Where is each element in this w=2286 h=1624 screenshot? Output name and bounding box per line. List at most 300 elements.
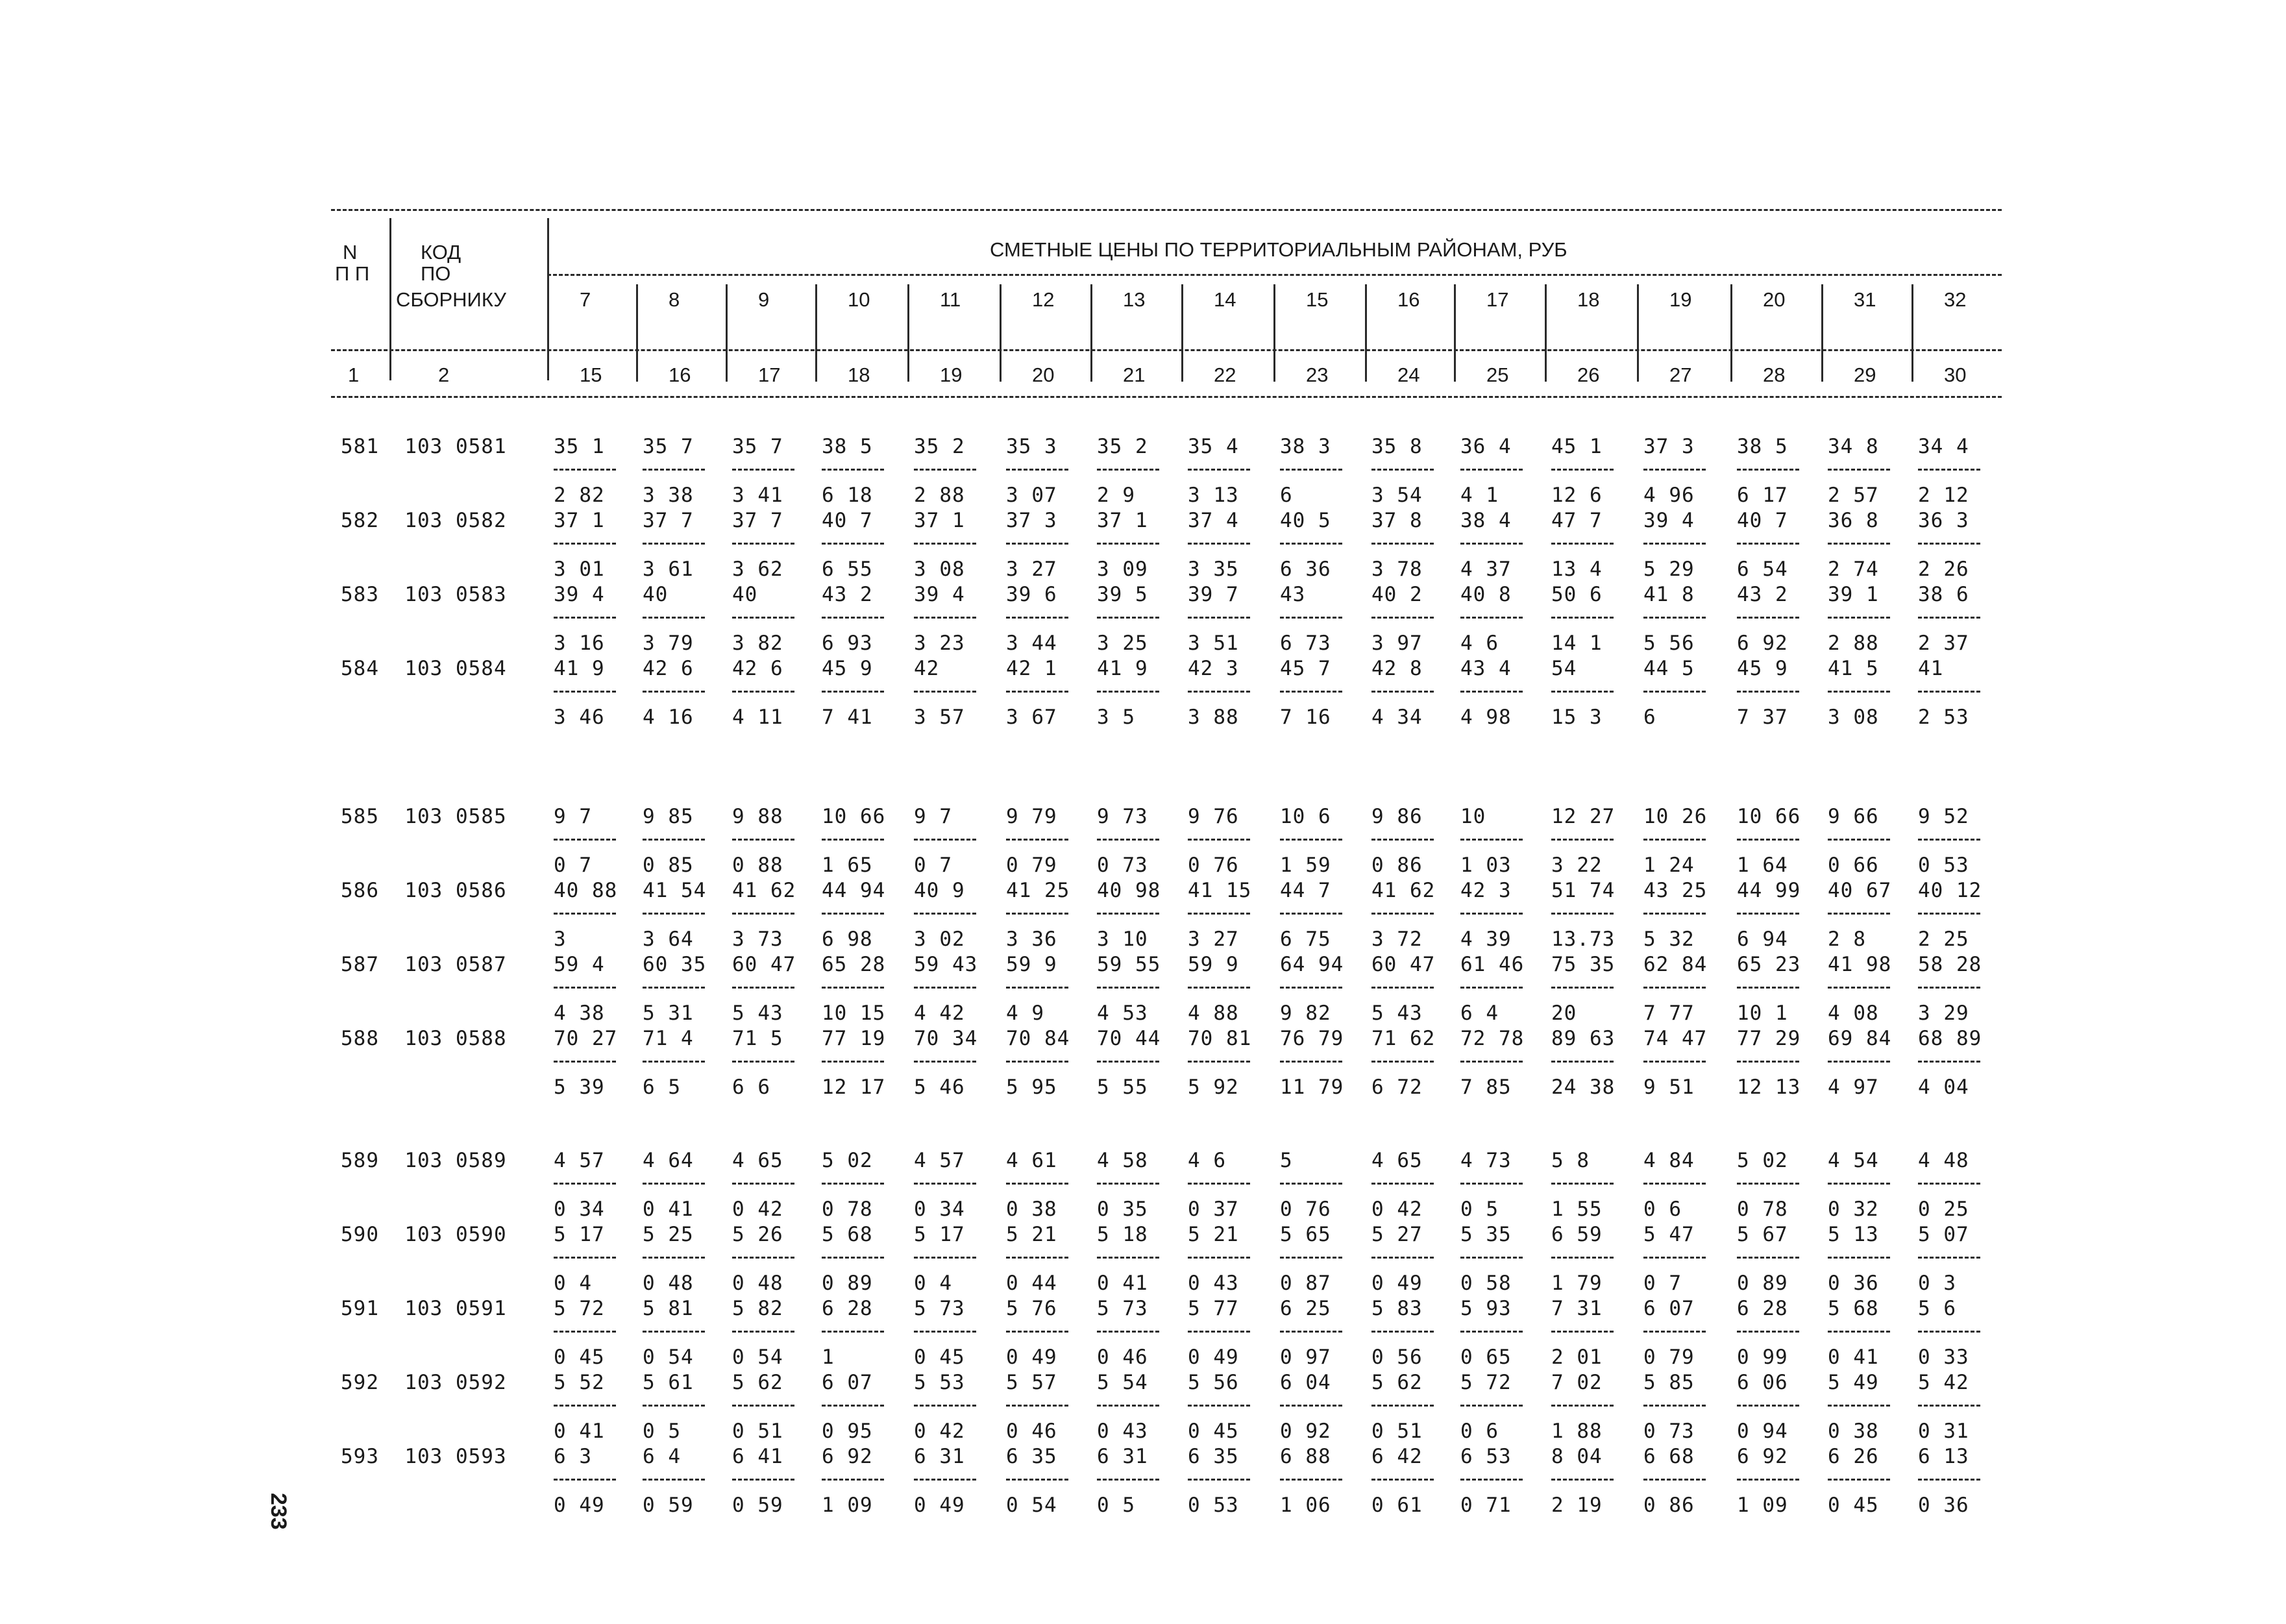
fraction-rule bbox=[1097, 1183, 1159, 1185]
fraction-rule bbox=[643, 691, 705, 693]
price-component: 2 74 bbox=[1828, 558, 1879, 581]
price-total: 40 8 bbox=[1460, 583, 1512, 606]
fraction-rule bbox=[554, 839, 616, 841]
price-component: 5 46 bbox=[914, 1076, 965, 1099]
region-header: 8 bbox=[669, 288, 680, 311]
fraction-rule bbox=[554, 1405, 616, 1407]
price-total: 5 73 bbox=[1097, 1297, 1148, 1320]
header-bottom-rule bbox=[331, 396, 2002, 398]
fraction-rule bbox=[1643, 617, 1706, 619]
fraction-rule bbox=[1371, 1257, 1434, 1259]
price-component: 3 97 bbox=[1371, 632, 1423, 655]
price-component: 6 36 bbox=[1280, 558, 1331, 581]
fraction-rule bbox=[822, 1061, 884, 1063]
fraction-rule bbox=[1918, 617, 1980, 619]
row-code: 103 0588 bbox=[404, 1027, 507, 1050]
price-total: 36 4 bbox=[1460, 435, 1512, 458]
fraction-rule bbox=[1371, 543, 1434, 545]
fraction-rule bbox=[1643, 1257, 1706, 1259]
price-component: 0 41 bbox=[643, 1198, 694, 1221]
price-component: 2 12 bbox=[1918, 484, 1969, 507]
price-total: 5 42 bbox=[1918, 1371, 1969, 1394]
fraction-rule bbox=[1280, 691, 1342, 693]
price-component: 0 54 bbox=[1006, 1494, 1057, 1517]
fraction-rule bbox=[643, 913, 705, 915]
fraction-rule bbox=[1828, 691, 1890, 693]
fraction-rule bbox=[1551, 1257, 1614, 1259]
price-total: 40 7 bbox=[1737, 509, 1788, 532]
price-total: 65 23 bbox=[1737, 953, 1801, 976]
price-total: 71 62 bbox=[1371, 1027, 1436, 1050]
price-component: 12 17 bbox=[822, 1076, 886, 1099]
price-total: 4 61 bbox=[1006, 1149, 1057, 1172]
fraction-rule bbox=[1918, 469, 1980, 471]
price-total: 41 54 bbox=[643, 879, 707, 902]
price-component: 0 51 bbox=[1371, 1420, 1423, 1443]
price-total: 50 6 bbox=[1551, 583, 1603, 606]
price-component: 4 11 bbox=[732, 706, 783, 729]
price-component: 3 02 bbox=[914, 928, 965, 951]
price-total: 59 9 bbox=[1006, 953, 1057, 976]
price-total: 9 79 bbox=[1006, 805, 1057, 828]
region-index: 18 bbox=[848, 363, 870, 386]
price-component: 12 6 bbox=[1551, 484, 1603, 507]
price-total: 65 28 bbox=[822, 953, 886, 976]
fraction-rule bbox=[1280, 469, 1342, 471]
price-component: 24 38 bbox=[1551, 1076, 1616, 1099]
price-component: 0 41 bbox=[1828, 1346, 1879, 1369]
price-total: 5 65 bbox=[1280, 1223, 1331, 1246]
price-total: 39 6 bbox=[1006, 583, 1057, 606]
price-component: 2 88 bbox=[914, 484, 965, 507]
price-component: 0 45 bbox=[1188, 1420, 1239, 1443]
header-top-rule bbox=[331, 209, 2002, 211]
price-component: 4 04 bbox=[1918, 1076, 1969, 1099]
price-total: 60 35 bbox=[643, 953, 707, 976]
price-component: 6 17 bbox=[1737, 484, 1788, 507]
fraction-rule bbox=[1188, 1479, 1250, 1481]
price-component: 0 43 bbox=[1097, 1420, 1148, 1443]
price-total: 8 04 bbox=[1551, 1445, 1603, 1468]
price-component: 1 64 bbox=[1737, 854, 1788, 877]
row-code: 103 0590 bbox=[404, 1223, 507, 1246]
price-component: 3 64 bbox=[643, 928, 694, 951]
fraction-rule bbox=[1828, 543, 1890, 545]
fraction-rule bbox=[1918, 691, 1980, 693]
fraction-rule bbox=[1737, 1479, 1799, 1481]
price-component: 0 45 bbox=[914, 1346, 965, 1369]
row-code: 103 0585 bbox=[404, 805, 507, 828]
fraction-rule bbox=[1828, 839, 1890, 841]
fraction-rule bbox=[914, 1479, 976, 1481]
price-total: 42 bbox=[914, 657, 940, 680]
row-number: 588 bbox=[341, 1027, 379, 1050]
price-total: 4 58 bbox=[1097, 1149, 1148, 1172]
row-number: 583 bbox=[341, 583, 379, 606]
fraction-rule bbox=[1097, 469, 1159, 471]
fraction-rule bbox=[1918, 913, 1980, 915]
price-total: 6 31 bbox=[1097, 1445, 1148, 1468]
price-total: 5 21 bbox=[1006, 1223, 1057, 1246]
price-component: 4 6 bbox=[1460, 632, 1499, 655]
fraction-rule bbox=[1006, 913, 1068, 915]
price-total: 59 4 bbox=[554, 953, 605, 976]
price-component: 0 71 bbox=[1460, 1494, 1512, 1517]
price-component: 2 88 bbox=[1828, 632, 1879, 655]
price-component: 3 61 bbox=[643, 558, 694, 581]
price-component: 5 29 bbox=[1643, 558, 1695, 581]
fraction-rule bbox=[643, 543, 705, 545]
price-total: 42 8 bbox=[1371, 657, 1423, 680]
price-component: 10 15 bbox=[822, 1002, 886, 1025]
fraction-rule bbox=[1371, 1331, 1434, 1333]
price-total: 38 5 bbox=[1737, 435, 1788, 458]
price-total: 37 1 bbox=[554, 509, 605, 532]
region-header: 7 bbox=[580, 288, 591, 311]
region-divider bbox=[1365, 284, 1367, 382]
price-component: 3 57 bbox=[914, 706, 965, 729]
region-index: 15 bbox=[580, 363, 602, 386]
row-code: 103 0591 bbox=[404, 1297, 507, 1320]
fraction-rule bbox=[914, 543, 976, 545]
price-component: 0 4 bbox=[554, 1272, 592, 1295]
fraction-rule bbox=[1188, 1061, 1250, 1063]
fraction-rule bbox=[1371, 1405, 1434, 1407]
price-total: 9 7 bbox=[914, 805, 952, 828]
fraction-rule bbox=[1737, 691, 1799, 693]
price-total: 59 43 bbox=[914, 953, 978, 976]
price-total: 6 31 bbox=[914, 1445, 965, 1468]
region-header: 18 bbox=[1577, 288, 1600, 311]
fraction-rule bbox=[1097, 987, 1159, 989]
price-total: 41 9 bbox=[1097, 657, 1148, 680]
region-header: 19 bbox=[1669, 288, 1692, 311]
fraction-rule bbox=[554, 691, 616, 693]
region-header: 32 bbox=[1944, 288, 1967, 311]
fraction-rule bbox=[914, 1331, 976, 1333]
price-total: 41 25 bbox=[1006, 879, 1070, 902]
price-total: 42 3 bbox=[1188, 657, 1239, 680]
price-component: 6 75 bbox=[1280, 928, 1331, 951]
price-total: 4 54 bbox=[1828, 1149, 1879, 1172]
fraction-rule bbox=[643, 1331, 705, 1333]
fraction-rule bbox=[1097, 913, 1159, 915]
fraction-rule bbox=[1188, 1331, 1250, 1333]
price-component: 1 09 bbox=[822, 1494, 873, 1517]
fraction-rule bbox=[914, 469, 976, 471]
price-total: 38 6 bbox=[1918, 583, 1969, 606]
region-divider bbox=[1181, 284, 1183, 382]
price-total: 35 8 bbox=[1371, 435, 1423, 458]
price-total: 39 1 bbox=[1828, 583, 1879, 606]
fraction-rule bbox=[1918, 1257, 1980, 1259]
fraction-rule bbox=[1828, 987, 1890, 989]
fraction-rule bbox=[1460, 1479, 1523, 1481]
price-total: 10 6 bbox=[1280, 805, 1331, 828]
fraction-rule bbox=[1737, 1331, 1799, 1333]
price-component: 3 25 bbox=[1097, 632, 1148, 655]
fraction-rule bbox=[1643, 469, 1706, 471]
region-index: 25 bbox=[1486, 363, 1509, 386]
fraction-rule bbox=[1188, 987, 1250, 989]
fraction-rule bbox=[1918, 1061, 1980, 1063]
price-total: 38 5 bbox=[822, 435, 873, 458]
fraction-rule bbox=[1551, 913, 1614, 915]
fraction-rule bbox=[1460, 617, 1523, 619]
price-total: 5 62 bbox=[1371, 1371, 1423, 1394]
fraction-rule bbox=[1280, 839, 1342, 841]
price-component: 0 86 bbox=[1371, 854, 1423, 877]
price-total: 77 29 bbox=[1737, 1027, 1801, 1050]
price-total: 70 34 bbox=[914, 1027, 978, 1050]
fraction-rule bbox=[1006, 543, 1068, 545]
price-total: 41 15 bbox=[1188, 879, 1252, 902]
fraction-rule bbox=[1460, 469, 1523, 471]
price-component: 0 34 bbox=[554, 1198, 605, 1221]
fraction-rule bbox=[822, 691, 884, 693]
price-total: 9 86 bbox=[1371, 805, 1423, 828]
fraction-rule bbox=[1643, 691, 1706, 693]
region-header: 14 bbox=[1214, 288, 1236, 311]
price-total: 12 27 bbox=[1551, 805, 1616, 828]
fraction-rule bbox=[1188, 839, 1250, 841]
fraction-rule bbox=[914, 691, 976, 693]
price-total: 89 63 bbox=[1551, 1027, 1616, 1050]
price-total: 5 13 bbox=[1828, 1223, 1879, 1246]
fraction-rule bbox=[1097, 1257, 1159, 1259]
fraction-rule bbox=[1371, 1183, 1434, 1185]
fraction-rule bbox=[1828, 913, 1890, 915]
fraction-rule bbox=[822, 1479, 884, 1481]
fraction-rule bbox=[1737, 1061, 1799, 1063]
region-header: 13 bbox=[1123, 288, 1146, 311]
row-id bbox=[341, 805, 507, 828]
price-component: 4 1 bbox=[1460, 484, 1499, 507]
price-total: 5 27 bbox=[1371, 1223, 1423, 1246]
price-component: 0 38 bbox=[1006, 1198, 1057, 1221]
region-divider bbox=[907, 284, 909, 382]
fraction-rule bbox=[1643, 839, 1706, 841]
fraction-rule bbox=[1371, 1061, 1434, 1063]
price-total: 51 74 bbox=[1551, 879, 1616, 902]
price-component: 5 55 bbox=[1097, 1076, 1148, 1099]
region-divider bbox=[636, 284, 638, 382]
price-component: 13.73 bbox=[1551, 928, 1616, 951]
fraction-rule bbox=[1006, 469, 1068, 471]
price-total: 5 62 bbox=[732, 1371, 783, 1394]
fraction-rule bbox=[1460, 1257, 1523, 1259]
price-component: 3 23 bbox=[914, 632, 965, 655]
fraction-rule bbox=[732, 913, 794, 915]
price-total: 35 1 bbox=[554, 435, 605, 458]
index-col-1: 1 bbox=[348, 363, 360, 386]
price-component: 3 73 bbox=[732, 928, 783, 951]
price-component: 5 56 bbox=[1643, 632, 1695, 655]
price-component: 3 13 bbox=[1188, 484, 1239, 507]
price-total: 41 9 bbox=[554, 657, 605, 680]
price-component: 0 46 bbox=[1097, 1346, 1148, 1369]
price-component: 4 9 bbox=[1006, 1002, 1044, 1025]
fraction-rule bbox=[1188, 617, 1250, 619]
price-component: 1 59 bbox=[1280, 854, 1331, 877]
fraction-rule bbox=[554, 987, 616, 989]
price-total: 39 4 bbox=[1643, 509, 1695, 532]
fraction-rule bbox=[1006, 1183, 1068, 1185]
price-component: 0 49 bbox=[554, 1494, 605, 1517]
price-total: 40 98 bbox=[1097, 879, 1161, 902]
region-header: 15 bbox=[1306, 288, 1329, 311]
fraction-rule bbox=[1828, 1331, 1890, 1333]
fraction-rule bbox=[1737, 469, 1799, 471]
price-component: 0 49 bbox=[914, 1494, 965, 1517]
price-total: 37 7 bbox=[732, 509, 783, 532]
fraction-rule bbox=[643, 469, 705, 471]
col-po-label: ПО bbox=[421, 262, 451, 285]
fraction-rule bbox=[1280, 913, 1342, 915]
price-component: 0 53 bbox=[1188, 1494, 1239, 1517]
region-divider bbox=[1730, 284, 1732, 382]
fraction-rule bbox=[732, 543, 794, 545]
price-component: 6 93 bbox=[822, 632, 873, 655]
price-total: 45 9 bbox=[1737, 657, 1788, 680]
region-index: 17 bbox=[758, 363, 781, 386]
price-total: 68 89 bbox=[1918, 1027, 1982, 1050]
price-total: 5 77 bbox=[1188, 1297, 1239, 1320]
price-total: 5 17 bbox=[554, 1223, 605, 1246]
price-total: 43 2 bbox=[1737, 583, 1788, 606]
row-code: 103 0589 bbox=[404, 1149, 507, 1172]
price-total: 54 bbox=[1551, 657, 1577, 680]
price-component: 9 82 bbox=[1280, 1002, 1331, 1025]
price-total: 71 5 bbox=[732, 1027, 783, 1050]
region-divider bbox=[815, 284, 817, 382]
price-component: 20 bbox=[1551, 1002, 1577, 1025]
row-id bbox=[341, 1223, 507, 1246]
price-component: 0 66 bbox=[1828, 854, 1879, 877]
fraction-rule bbox=[1643, 1061, 1706, 1063]
price-total: 36 8 bbox=[1828, 509, 1879, 532]
price-total: 5 82 bbox=[732, 1297, 783, 1320]
price-total: 36 3 bbox=[1918, 509, 1969, 532]
price-total: 35 2 bbox=[1097, 435, 1148, 458]
fraction-rule bbox=[1460, 913, 1523, 915]
fraction-rule bbox=[554, 617, 616, 619]
price-total: 42 6 bbox=[732, 657, 783, 680]
fraction-rule bbox=[822, 543, 884, 545]
price-component: 3 62 bbox=[732, 558, 783, 581]
fraction-rule bbox=[822, 839, 884, 841]
price-total: 5 68 bbox=[1828, 1297, 1879, 1320]
price-total: 5 6 bbox=[1918, 1297, 1956, 1320]
fraction-rule bbox=[1006, 691, 1068, 693]
price-component: 3 41 bbox=[732, 484, 783, 507]
fraction-rule bbox=[914, 1257, 976, 1259]
price-component: 0 49 bbox=[1006, 1346, 1057, 1369]
fraction-rule bbox=[1188, 691, 1250, 693]
price-component: 1 55 bbox=[1551, 1198, 1603, 1221]
fraction-rule bbox=[1918, 839, 1980, 841]
fraction-rule bbox=[1551, 1061, 1614, 1063]
region-header: 17 bbox=[1486, 288, 1509, 311]
header-mid-rule bbox=[331, 349, 2002, 351]
fraction-rule bbox=[1918, 1405, 1980, 1407]
price-component: 4 88 bbox=[1188, 1002, 1239, 1025]
price-total: 58 28 bbox=[1918, 953, 1982, 976]
price-total: 6 04 bbox=[1280, 1371, 1331, 1394]
price-total: 41 98 bbox=[1828, 953, 1892, 976]
fraction-rule bbox=[1371, 691, 1434, 693]
fraction-rule bbox=[554, 913, 616, 915]
row-number: 582 bbox=[341, 509, 379, 532]
fraction-rule bbox=[1097, 839, 1159, 841]
price-component: 0 6 bbox=[1643, 1198, 1682, 1221]
region-index: 27 bbox=[1669, 363, 1692, 386]
price-total: 43 bbox=[1280, 583, 1306, 606]
region-divider bbox=[726, 284, 728, 382]
price-total: 9 7 bbox=[554, 805, 592, 828]
fraction-rule bbox=[1551, 1405, 1614, 1407]
price-component: 3 35 bbox=[1188, 558, 1239, 581]
price-total: 6 68 bbox=[1643, 1445, 1695, 1468]
fraction-rule bbox=[1006, 987, 1068, 989]
price-total: 45 1 bbox=[1551, 435, 1603, 458]
fraction-rule bbox=[1371, 469, 1434, 471]
row-id bbox=[341, 1371, 507, 1394]
price-total: 9 76 bbox=[1188, 805, 1239, 828]
price-component: 3 79 bbox=[643, 632, 694, 655]
price-total: 6 06 bbox=[1737, 1371, 1788, 1394]
region-index: 16 bbox=[669, 363, 691, 386]
price-total: 4 65 bbox=[732, 1149, 783, 1172]
price-component: 0 85 bbox=[643, 854, 694, 877]
price-component: 4 34 bbox=[1371, 706, 1423, 729]
fraction-rule bbox=[822, 469, 884, 471]
price-total: 6 92 bbox=[822, 1445, 873, 1468]
price-component: 0 45 bbox=[554, 1346, 605, 1369]
price-total: 70 81 bbox=[1188, 1027, 1252, 1050]
col-sborniku-label: СБОРНИКУ bbox=[396, 288, 506, 311]
price-total: 39 4 bbox=[554, 583, 605, 606]
price-component: 0 49 bbox=[1188, 1346, 1239, 1369]
fraction-rule bbox=[643, 1183, 705, 1185]
price-component: 3 78 bbox=[1371, 558, 1423, 581]
header-divider-n bbox=[389, 218, 391, 380]
fraction-rule bbox=[1828, 1061, 1890, 1063]
fraction-rule bbox=[1737, 1405, 1799, 1407]
price-component: 10 1 bbox=[1737, 1002, 1788, 1025]
price-component: 7 85 bbox=[1460, 1076, 1512, 1099]
price-component: 0 54 bbox=[732, 1346, 783, 1369]
fraction-rule bbox=[1280, 1183, 1342, 1185]
col-kod-label: КОД bbox=[421, 241, 461, 264]
header-divider-code bbox=[547, 218, 549, 380]
price-component: 1 88 bbox=[1551, 1420, 1603, 1443]
price-total: 6 35 bbox=[1188, 1445, 1239, 1468]
price-total: 59 9 bbox=[1188, 953, 1239, 976]
row-id bbox=[341, 953, 507, 976]
price-total: 43 2 bbox=[822, 583, 873, 606]
price-total: 6 3 bbox=[554, 1445, 592, 1468]
price-component: 0 79 bbox=[1006, 854, 1057, 877]
price-total: 44 5 bbox=[1643, 657, 1695, 680]
row-code: 103 0593 bbox=[404, 1445, 507, 1468]
price-total: 5 52 bbox=[554, 1371, 605, 1394]
price-component: 3 44 bbox=[1006, 632, 1057, 655]
price-component: 3 88 bbox=[1188, 706, 1239, 729]
price-component: 5 95 bbox=[1006, 1076, 1057, 1099]
fraction-rule bbox=[1371, 987, 1434, 989]
fraction-rule bbox=[914, 839, 976, 841]
